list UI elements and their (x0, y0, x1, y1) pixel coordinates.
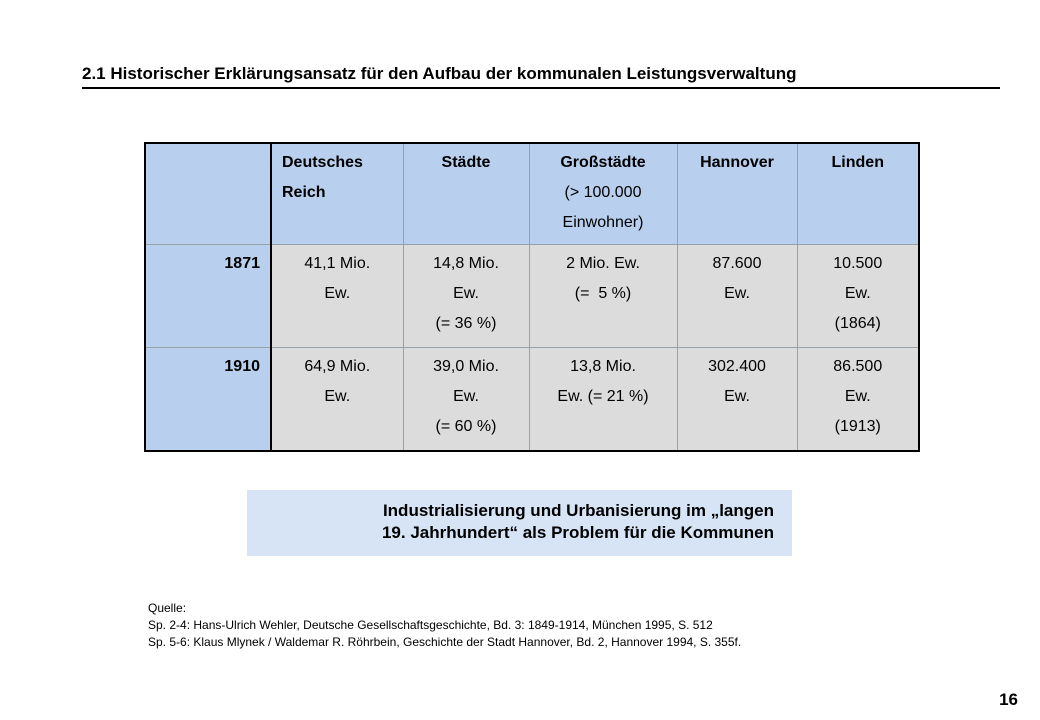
table-cell: 2 Mio. Ew. (= 5 %) (529, 245, 677, 348)
table-cell: 39,0 Mio. Ew. (= 60 %) (403, 348, 529, 452)
key-statement-line: Industrialisierung und Urbanisierung im „langen (382, 501, 774, 520)
table-cell: 13,8 Mio. Ew. (= 21 %) (529, 348, 677, 452)
source-notes (148, 600, 741, 651)
table-cell: 64,9 Mio. Ew. (271, 348, 403, 452)
table-cell: 14,8 Mio. Ew. (= 36 %) (403, 245, 529, 348)
table-row (145, 245, 919, 348)
header-staedte: Städte (403, 143, 529, 245)
table-cell: 10.500 Ew. (1864) (797, 245, 919, 348)
key-statement-line: 19. Jahrhundert“ als Problem für die Kommunen (381, 523, 774, 542)
source-line: Sp. 2-4: Hans-Ulrich Wehler, Deutsche Gesellschaftsgeschichte, Bd. 3: 1849-1914, München 1995, S. 512 (148, 618, 713, 632)
key-statement-box (247, 490, 792, 556)
header-deutsches-reich: Deutsches Reich (271, 143, 403, 245)
header-linden: Linden (797, 143, 919, 245)
row-year: 1910 (145, 348, 271, 452)
source-label: Quelle: (148, 601, 187, 615)
table-cell: 41,1 Mio. Ew. (271, 245, 403, 348)
header-hannover: Hannover (677, 143, 797, 245)
table-cell: 86.500 Ew. (1913) (797, 348, 919, 452)
table-cell: 87.600 Ew. (677, 245, 797, 348)
table-cell: 302.400 Ew. (677, 348, 797, 452)
source-line: Sp. 5-6: Klaus Mlynek / Waldemar R. Röhrbein, Geschichte der Stadt Hannover, Bd. 2, Hannover 1994, S. 355f. (148, 635, 742, 649)
header-grossstaedte: Großstädte (> 100.000 Einwohner) (529, 143, 677, 245)
population-table (144, 142, 920, 452)
table-row (145, 348, 919, 452)
page-title: 2.1 Historischer Erklärungsansatz für den Aufbau der kommunalen Leistungsverwaltung (82, 64, 1000, 89)
table-header-row (145, 143, 919, 245)
row-year: 1871 (145, 245, 271, 348)
table-corner-cell (145, 143, 271, 245)
page-number: 16 (999, 690, 1018, 709)
